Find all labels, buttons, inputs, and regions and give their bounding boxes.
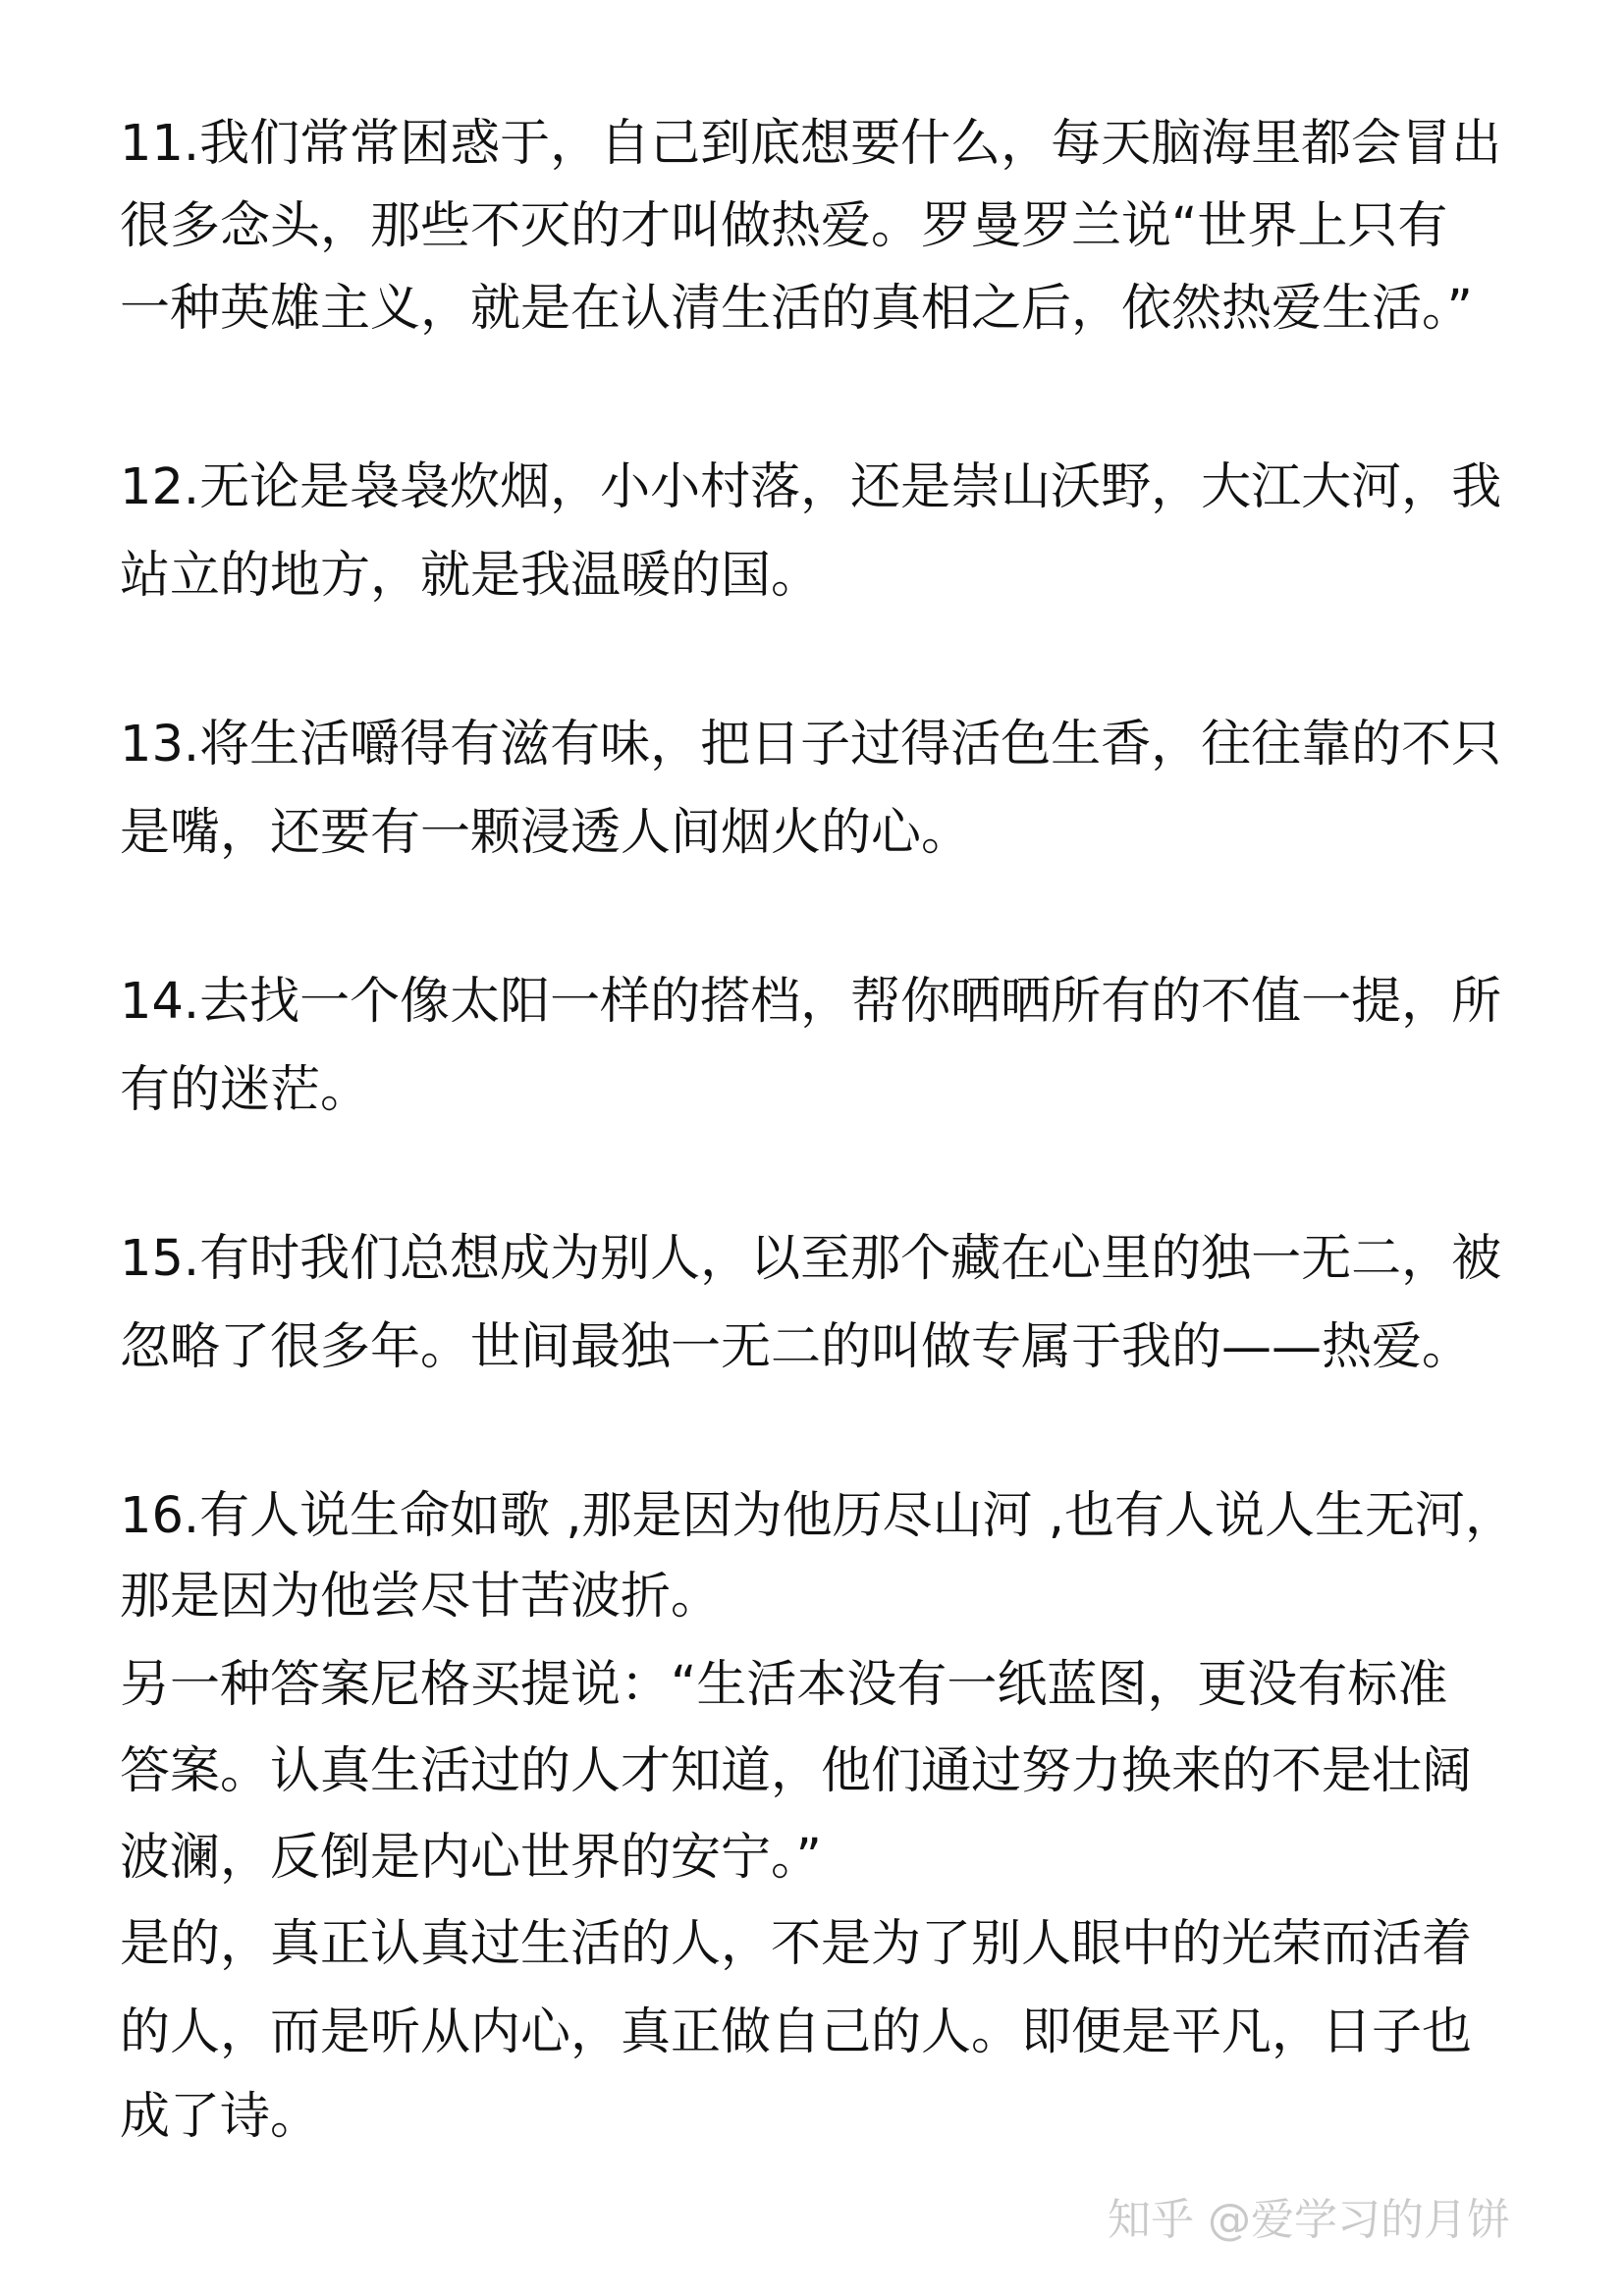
paragraph-13-line-2: 是嘴，还要有一颗浸透人间烟火的心。 xyxy=(120,804,972,862)
paragraph-11-line-3: 一种英雄主义，就是在认清生活的真相之后，依然热爱生活。” xyxy=(120,280,1473,338)
paragraph-16-line-3: 另一种答案尼格买提说：“生活本没有一纸蓝图，更没有标准 xyxy=(120,1656,1448,1714)
paragraph-13-line-1: 13.将生活嚼得有滋有味，把日子过得活色生香，往往靠的不只 xyxy=(120,716,1502,774)
paragraph-14-line-2: 有的迷茫。 xyxy=(120,1061,371,1119)
paragraph-15-line-2: 忽略了很多年。世间最独一无二的叫做专属于我的——热爱。 xyxy=(120,1318,1473,1376)
paragraph-16-line-4: 答案。认真生活过的人才知道，他们通过努力换来的不是壮阔 xyxy=(120,1742,1473,1800)
paragraph-16-line-6: 是的，真正认真过生活的人，不是为了别人眼中的光荣而活着 xyxy=(120,1915,1473,1973)
paragraph-12-line-1: 12.无论是袅袅炊烟，小小村落，还是崇山沃野，大江大河，我 xyxy=(120,458,1502,516)
paragraph-14-line-1: 14.去找一个像太阳一样的搭档，帮你晒晒所有的不值一提，所 xyxy=(120,973,1502,1031)
paragraph-16-line-5: 波澜，反倒是内心世界的安宁。” xyxy=(120,1829,822,1887)
paragraph-16-line-2: 那是因为他尝尽甘苦波折。 xyxy=(120,1568,722,1626)
paragraph-12-line-2: 站立的地方，就是我温暖的国。 xyxy=(120,547,822,605)
zhihu-watermark: 知乎 @爱学习的月饼 xyxy=(1108,2195,1510,2245)
paragraph-16-line-1: 16.有人说生命如歌 ,那是因为他历尽山河 ,也有人说人生无河， xyxy=(120,1487,1515,1545)
paragraph-11-line-1: 11.我们常常困惑于，自己到底想要什么，每天脑海里都会冒出 xyxy=(120,115,1502,173)
paragraph-11-line-2: 很多念头，那些不灭的才叫做热爱。罗曼罗兰说“世界上只有 xyxy=(120,197,1448,255)
paragraph-15-line-1: 15.有时我们总想成为别人，以至那个藏在心里的独一无二，被 xyxy=(120,1230,1502,1288)
paragraph-16-line-7: 的人，而是听从内心，真正做自己的人。即便是平凡，日子也 xyxy=(120,2003,1473,2061)
paragraph-16-line-8: 成了诗。 xyxy=(120,2088,321,2146)
